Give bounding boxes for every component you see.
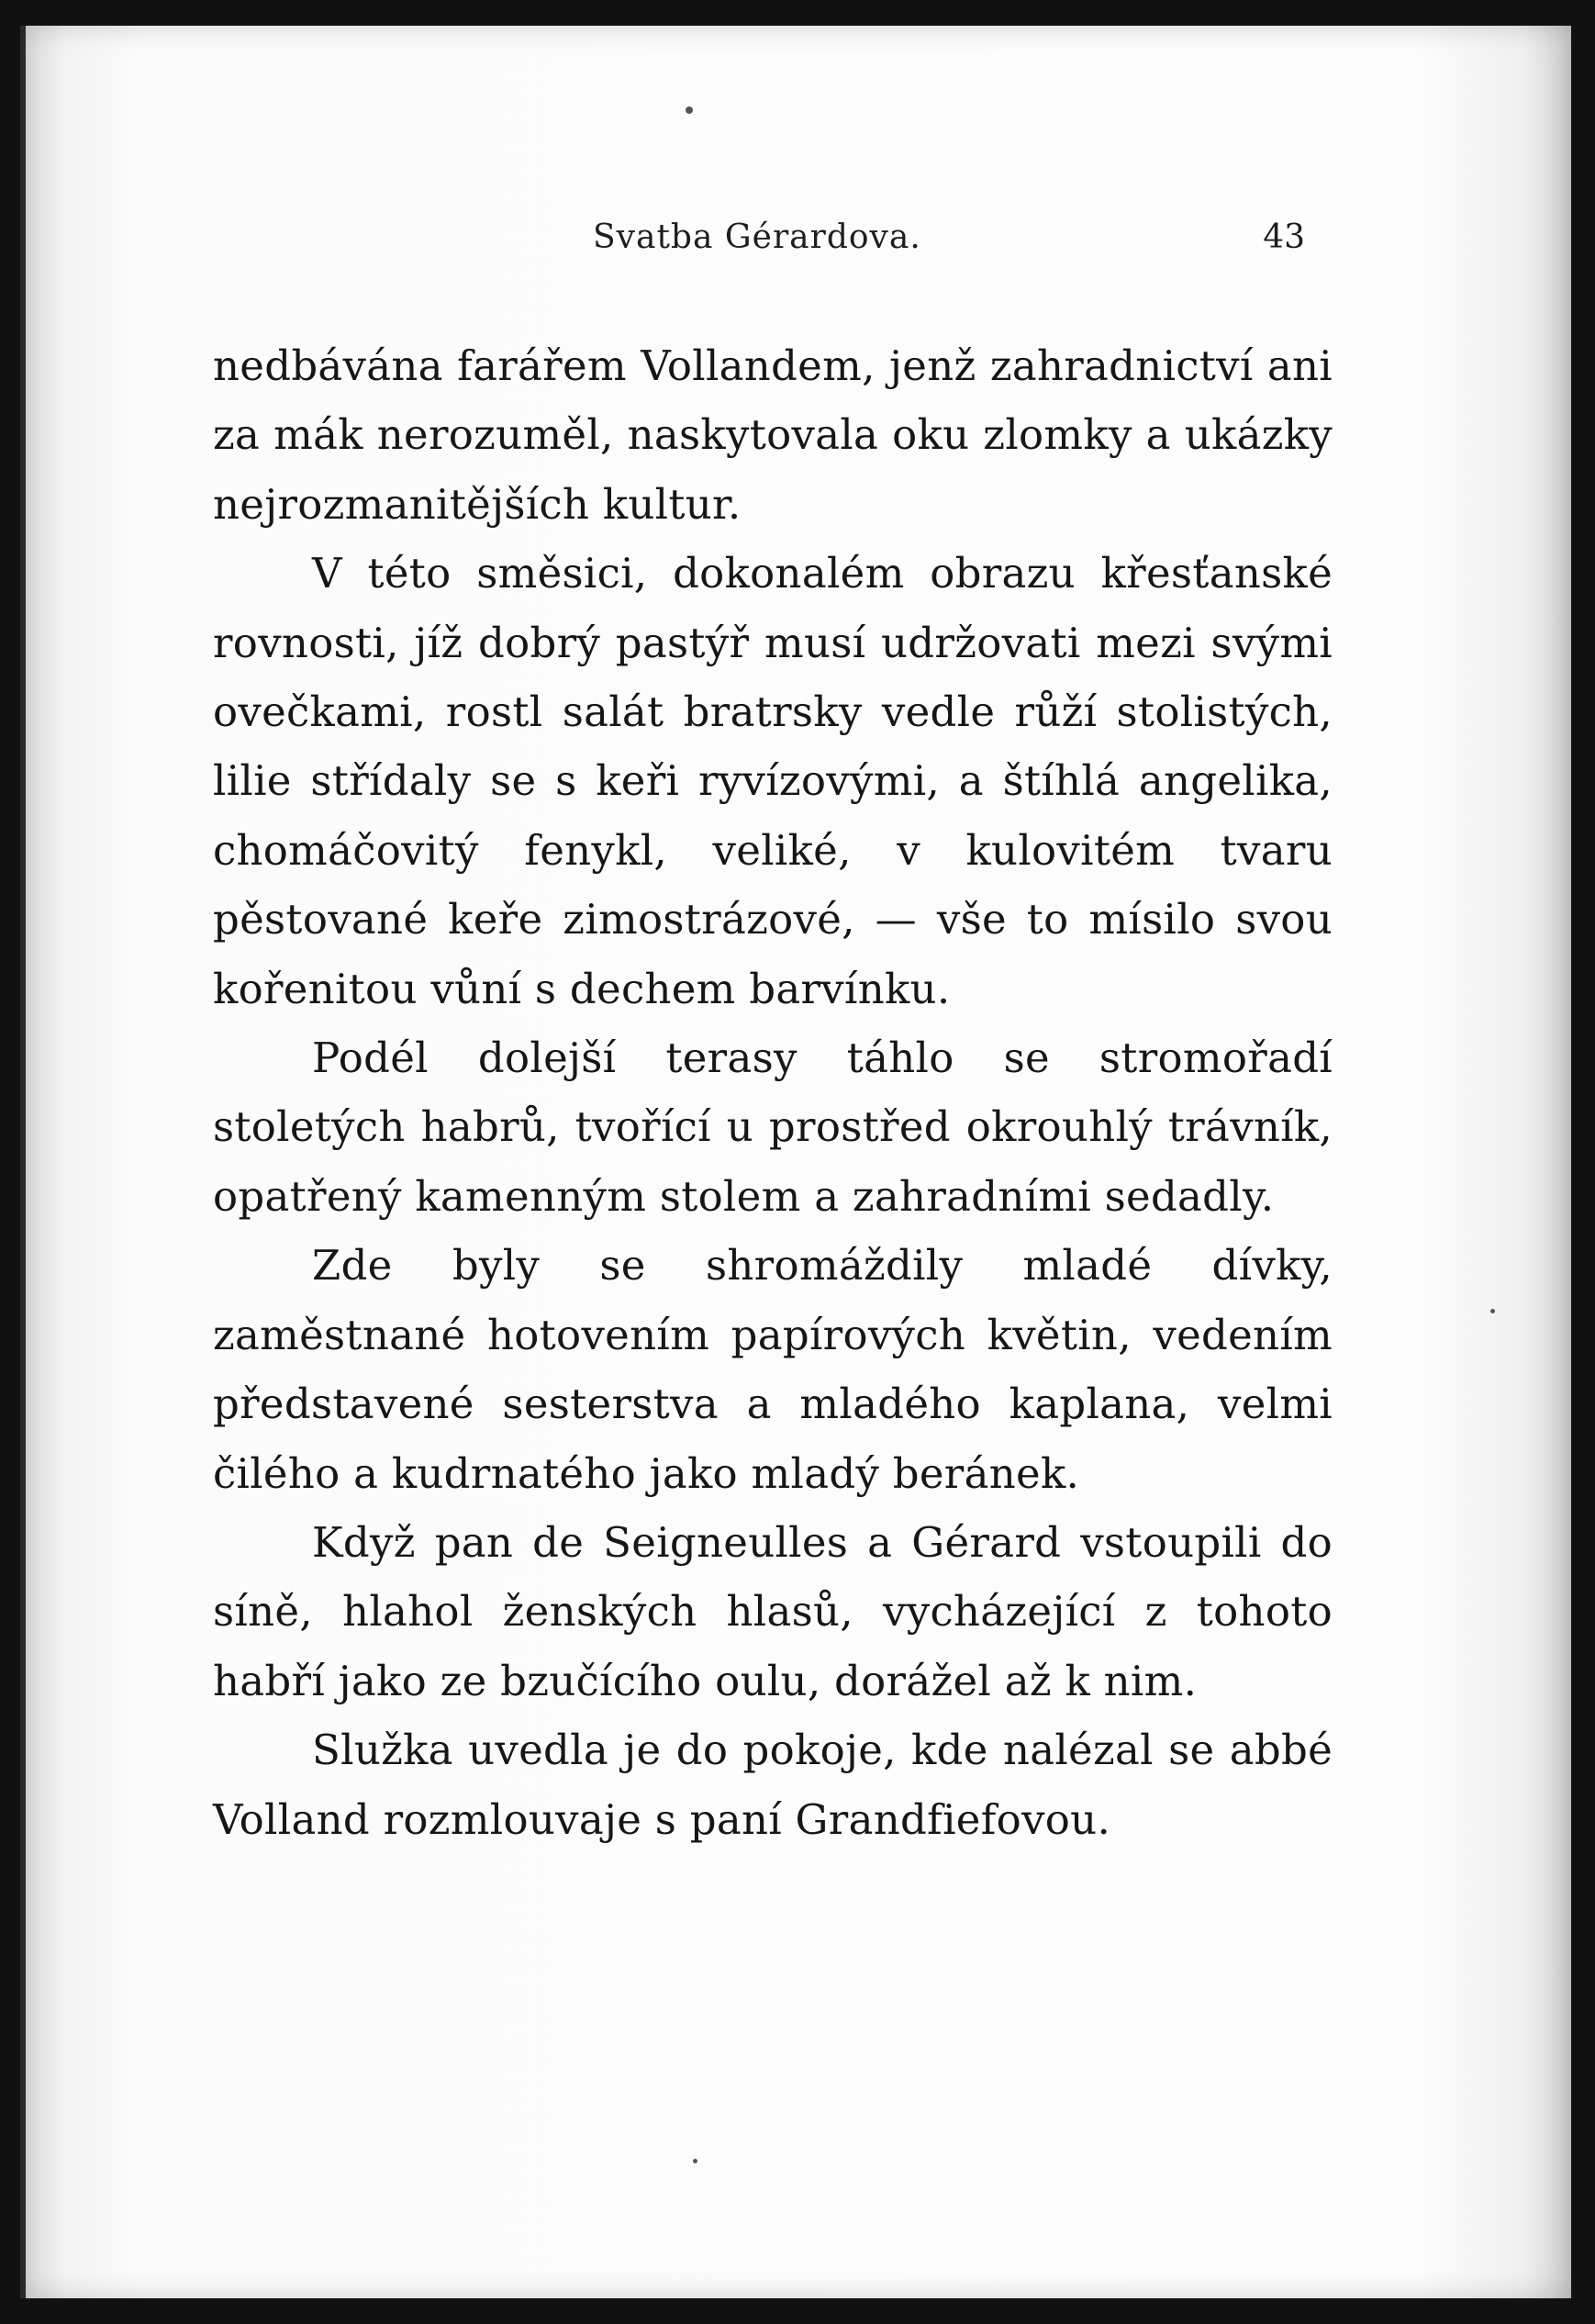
book-page bbox=[20, 26, 1571, 2298]
page-number: 43 bbox=[1263, 218, 1305, 256]
paragraph-2: V této směsici, dokonalém obrazu křesťanské rovnosti, jíž dobrý pastýř musí udržovati mezi svými ovečkami, rostl salát bratrsky vedle růží stolistých, lilie střídaly se s keři ryvízovými, a štíhlá angelika, chomáčovitý fenykl, veliké, v kulovitém tvaru pěstované keře zimostrázové, — vše to mísilo svou kořenitou vůní s dechem barvínku. bbox=[213, 549, 1333, 1013]
paper-speck bbox=[693, 2159, 697, 2163]
paragraph-3: Podél dolejší terasy táhlo se stromořadí stoletých habrů, tvořící u prostřed okrouhlý trávník, opatřený kamenným stolem a zahradními sedadly. bbox=[213, 1034, 1333, 1221]
body-text bbox=[213, 331, 1333, 1854]
running-header bbox=[593, 218, 1305, 264]
paragraph-1: nedbávána farářem Vollandem, jenž zahradnictví ani za mák nerozuměl, naskytovala oku zlomky a ukázky nejrozmanitějších kultur. bbox=[213, 341, 1333, 529]
paragraph-5: Když pan de Seigneulles a Gérard vstoupili do síně, hlahol ženských hlasů, vycházející z tohoto habří jako ze bzučícího oulu, dorážel až k nim. bbox=[213, 1517, 1333, 1705]
paper-speck bbox=[1490, 1309, 1495, 1313]
page-left-edge bbox=[20, 26, 26, 2298]
running-title: Svatba Gérardova. bbox=[593, 218, 921, 256]
paragraph-4: Zde byly se shromáždily mladé dívky, zaměstnané hotovením papírových květin, vedením představené sesterstva a mladého kaplana, velmi čilého a kudrnatého jako mladý beránek. bbox=[213, 1241, 1333, 1498]
paragraph-6: Služka uvedla je do pokoje, kde nalézal se abbé Volland rozmlouvaje s paní Grandfiefovou. bbox=[213, 1726, 1333, 1844]
paper-speck bbox=[686, 106, 693, 114]
